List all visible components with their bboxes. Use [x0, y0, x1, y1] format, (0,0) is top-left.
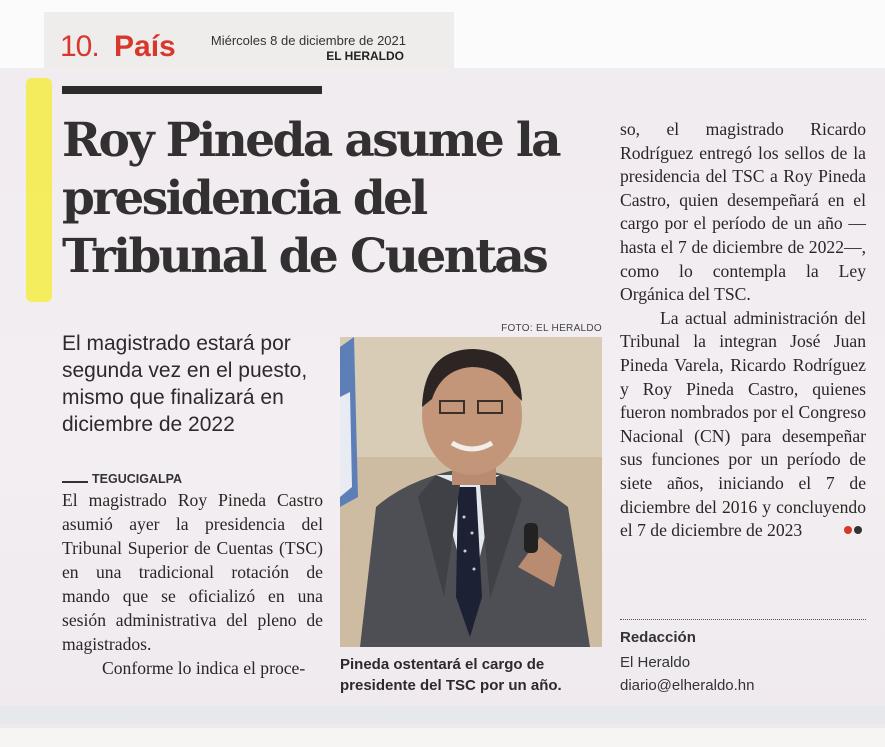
paragraph-2-start: Conforme lo indica el proce- [102, 658, 306, 678]
dateline: TEGUCIGALPA [92, 472, 183, 486]
end-mark-icon [804, 519, 864, 543]
paragraph-2-continued: so, el magistrado Ricardo Rodríguez entregó los sellos de la presidencia del TSC a Roy Pineda Castro, quien desempeñará en el cargo por el período de un año —hasta el 7 de diciembre de 2022—, como lo contempla la Ley Orgánica del TSC. [620, 119, 866, 305]
byline-email: diario@elheraldo.hn [620, 677, 755, 694]
deck-subheadline: El magistrado estará por segunda vez en el puesto, mismo que finalizará en diciembre de 2022 [62, 332, 308, 436]
headline-rule [62, 86, 322, 94]
paragraph-3 [620, 307, 866, 543]
byline-organization: El Heraldo [620, 654, 691, 671]
article-photo [340, 337, 602, 647]
highlighter-mark [26, 78, 52, 302]
scan-edge [0, 706, 885, 724]
article-column-1 [62, 488, 323, 680]
article-column-3 [620, 118, 866, 543]
paragraph-1: El magistrado Roy Pineda Castro asumió ayer la presidencia del Tribunal Superior de Cuentas (TSC) en una tradicional rotación de mando que se oficializó en una sesión administrativa del pleno de magistrados. [62, 490, 323, 654]
paragraph-3-text: La actual administración del Tribunal la integran José Juan Pineda Varela, Ricardo Rodríguez y Roy Pineda Castro, quienes fueron nombrados por el Congreso Nacional (CN) para desempeñar sus funciones por un período de siete años, iniciando el 7 de diciembre del 2016 y concluyendo el 7 de diciembre de 2023 [620, 307, 866, 541]
signature-divider [620, 619, 866, 620]
publication-date: Miércoles 8 de diciembre de 2021 [210, 33, 406, 48]
section-name: País [114, 30, 176, 63]
photo-caption: Pineda ostentará el cargo de presidente del TSC por un año. [340, 656, 562, 694]
newspaper-name: EL HERALDO [326, 49, 404, 63]
section-number: 10. [60, 30, 99, 63]
headline: Roy Pineda asume la presidencia del Tribunal de Cuentas [62, 113, 560, 284]
byline-name: Redacción [620, 629, 696, 646]
dateline-rule [62, 481, 88, 483]
portrait-illustration [340, 337, 602, 647]
photo-credit: FOTO: EL HERALDO [501, 323, 602, 334]
